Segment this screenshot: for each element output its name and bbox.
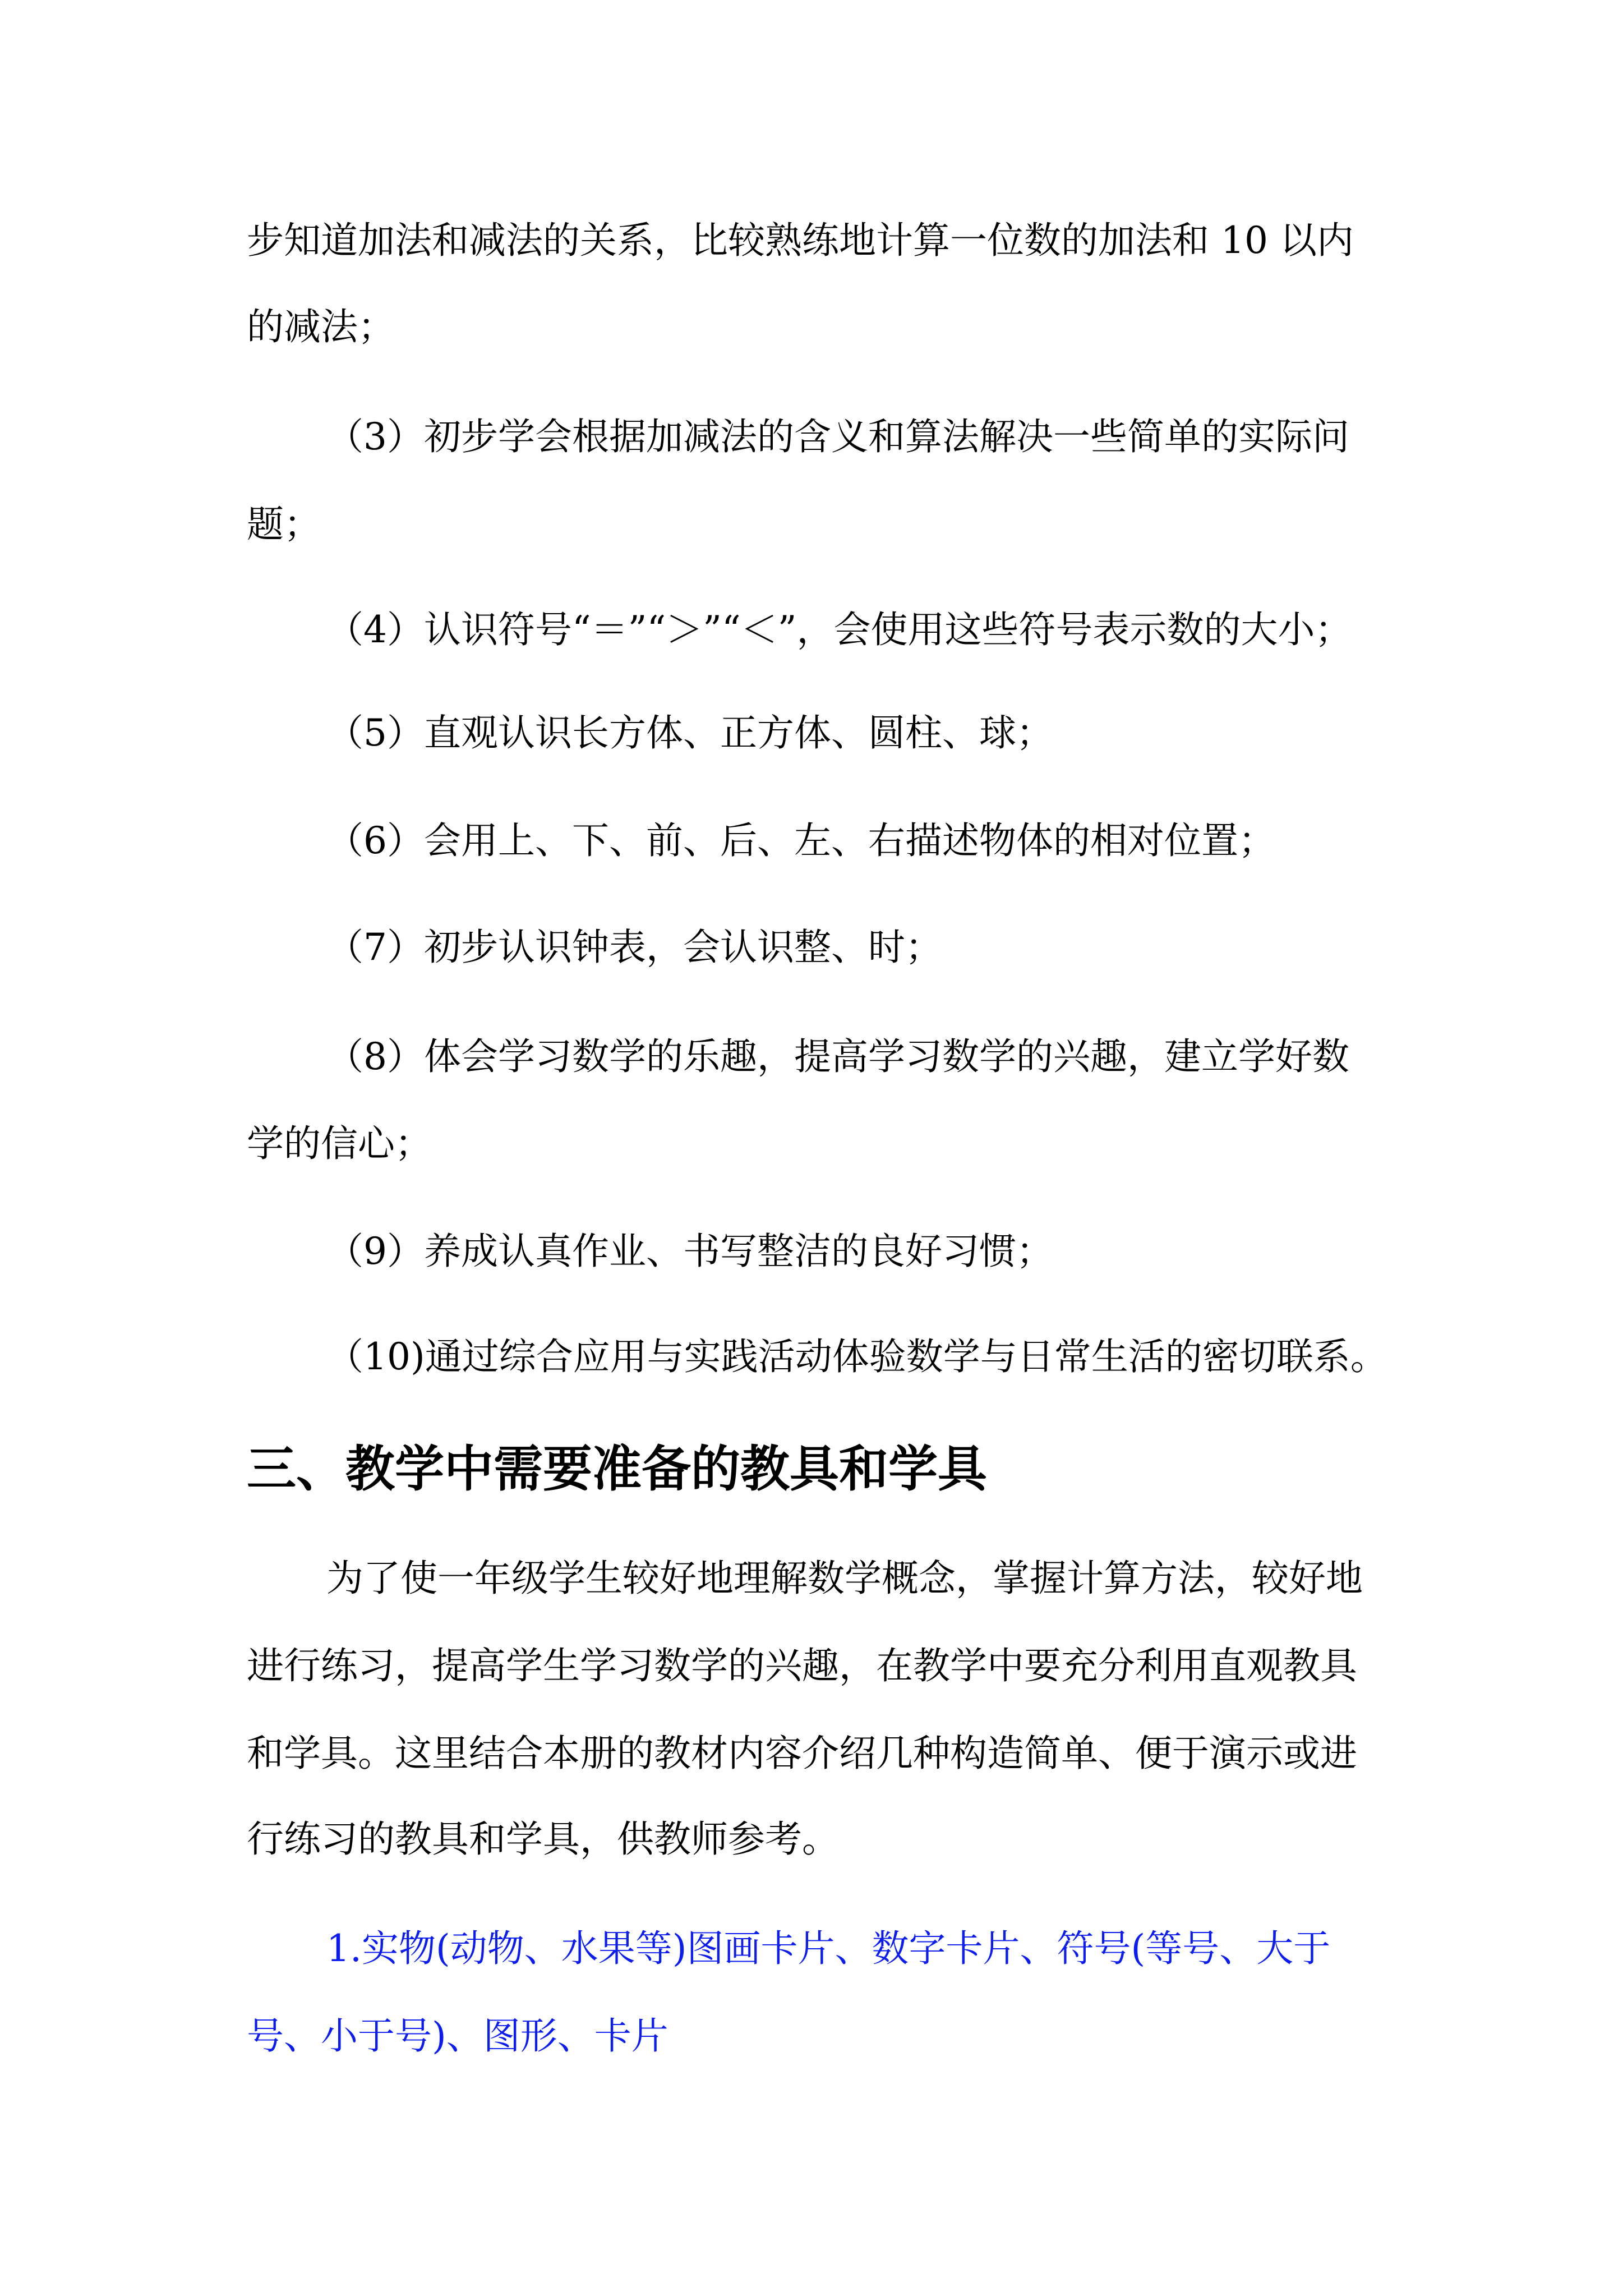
list-item-5: （5）直观认识长方体、正方体、圆柱、球；	[326, 711, 1053, 754]
intro-line: 和学具。这里结合本册的教材内容介绍几种构造简单、便于演示或进	[247, 1732, 1357, 1775]
paragraph-line: 步知道加法和减法的关系，比较熟练地计算一位数的加法和 10 以内	[247, 219, 1354, 262]
list-item-6: （6）会用上、下、前、后、左、右描述物体的相对位置；	[326, 819, 1275, 862]
section-heading: 三、教学中需要准备的教具和学具	[247, 1440, 988, 1498]
item-1-line: 号、小于号)、图形、卡片	[247, 2014, 668, 2058]
intro-line: 进行练习，提高学生学习数学的兴趣，在教学中要充分利用直观教具	[247, 1644, 1357, 1687]
item-1-line: 1.实物(动物、水果等)图画卡片、数字卡片、符号(等号、大于	[326, 1927, 1331, 1970]
intro-line: 为了使一年级学生较好地理解数学概念，掌握计算方法，较好地	[326, 1557, 1363, 1600]
list-item-3-continuation: 题；	[247, 503, 321, 546]
paragraph-line: 的减法；	[247, 305, 395, 348]
intro-line: 行练习的教具和学具，供教师参考。	[247, 1818, 839, 1861]
list-item-9: （9）养成认真作业、书写整洁的良好习惯；	[326, 1230, 1053, 1273]
list-item-8: （8）体会学习数学的乐趣，提高学习数学的兴趣，建立学好数	[326, 1035, 1349, 1078]
list-item-7: （7）初步认识钟表，会认识整、时；	[326, 926, 942, 969]
list-item-4: （4）认识符号“＝”“＞”“＜”，会使用这些符号表示数的大小；	[326, 608, 1352, 651]
list-item-8-continuation: 学的信心；	[247, 1122, 432, 1165]
list-item-3: （3）初步学会根据加减法的含义和算法解决一些简单的实际问	[326, 415, 1349, 458]
list-item-10: （10)通过综合应用与实践活动体验数学与日常生活的密切联系。	[326, 1335, 1387, 1378]
